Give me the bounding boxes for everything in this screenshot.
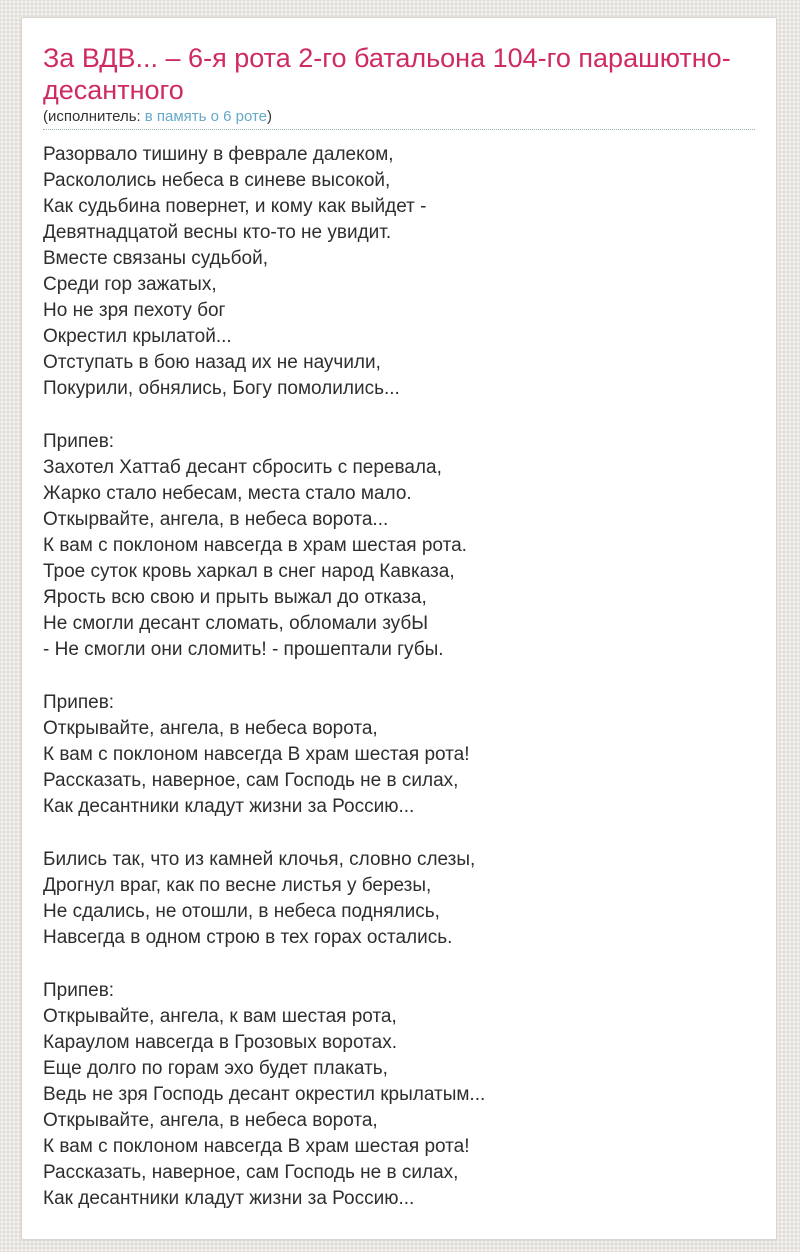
lyric-line: Окрестил крылатой... xyxy=(43,326,232,347)
artist-close-paren: ) xyxy=(267,108,273,125)
lyric-line: Припев: xyxy=(43,431,115,452)
lyric-line: Ярость всю свою и прыть выжал до отказа, xyxy=(43,587,427,608)
lyric-line: Трое суток кровь харкал в снег народ Кавказа, xyxy=(43,561,455,582)
lyric-line: Еще долго по горам эхо будет плакать, xyxy=(43,1058,388,1079)
lyric-line: Но не зря пехоту бог xyxy=(43,300,226,321)
lyric-line: Разорвало тишину в феврале далеком, xyxy=(43,144,394,165)
artist-label: (исполнитель: xyxy=(43,108,141,125)
lyric-line: Отступать в бою назад их не научили, xyxy=(43,352,381,373)
lyric-line: Как десантники кладут жизни за Россию... xyxy=(43,796,415,817)
stanza xyxy=(43,847,755,951)
lyric-line: Как судьбина повернет, и кому как выйдет - xyxy=(43,196,427,217)
lyric-line: Караулом навсегда в Грозовых воротах. xyxy=(43,1032,397,1053)
artist-link[interactable]: в память о 6 роте xyxy=(144,108,268,125)
lyrics-text xyxy=(43,142,755,1212)
lyric-line: Откырвайте, ангела, в небеса ворота... xyxy=(43,509,389,530)
lyric-line: Навсегда в одном строю в тех горах остались. xyxy=(43,927,453,948)
lyric-line: Захотел Хаттаб десант сбросить с перевала, xyxy=(43,457,442,478)
lyric-line: Припев: xyxy=(43,692,115,713)
lyric-line: Вместе связаны судьбой, xyxy=(43,248,268,269)
lyric-line: Не смогли десант сломать, обломали зубЫ xyxy=(43,613,429,634)
lyric-line: - Не смогли они сломить! - прошептали губы. xyxy=(43,639,444,660)
lyric-line: К вам с поклоном навсегда в храм шестая рота. xyxy=(43,535,467,556)
lyric-line: Как десантники кладут жизни за Россию... xyxy=(43,1188,415,1209)
lyric-line: Не сдались, не отошли, в небеса поднялись, xyxy=(43,901,440,922)
lyric-line: Ведь не зря Господь десант окрестил крылатым... xyxy=(43,1084,486,1105)
lyric-line: Покурили, обнялись, Богу помолились... xyxy=(43,378,400,399)
lyric-line: Среди гор зажатых, xyxy=(43,274,217,295)
lyric-line: Рассказать, наверное, сам Господь не в силах, xyxy=(43,1162,459,1183)
stanza xyxy=(43,142,755,402)
page-title: За ВДВ... – 6-я рота 2-го батальона 104-го парашютно-десантного xyxy=(43,43,731,105)
lyric-line: Девятнадцатой весны кто-то не увидит. xyxy=(43,222,392,243)
lyric-line: К вам с поклоном навсегда В храм шестая рота! xyxy=(43,1136,470,1157)
lyric-line: Припев: xyxy=(43,980,115,1001)
lyric-line: Дрогнул враг, как по весне листья у березы, xyxy=(43,875,432,896)
artist-line xyxy=(43,106,755,130)
lyrics-card xyxy=(21,17,777,1240)
lyric-line: К вам с поклоном навсегда В храм шестая рота! xyxy=(43,744,470,765)
lyric-line: Жарко стало небесам, места стало мало. xyxy=(43,483,412,504)
lyric-line: Открывайте, ангела, в небеса ворота, xyxy=(43,718,378,739)
stanza xyxy=(43,978,755,1212)
lyric-line: Открывайте, ангела, в небеса ворота, xyxy=(43,1110,378,1131)
stanza xyxy=(43,690,755,820)
lyric-line: Бились так, что из камней клочья, словно слезы, xyxy=(43,849,476,870)
stanza xyxy=(43,429,755,663)
lyric-line: Открывайте, ангела, к вам шестая рота, xyxy=(43,1006,397,1027)
lyric-line: Раскололись небеса в синеве высокой, xyxy=(43,170,391,191)
lyric-line: Рассказать, наверное, сам Господь не в силах, xyxy=(43,770,459,791)
